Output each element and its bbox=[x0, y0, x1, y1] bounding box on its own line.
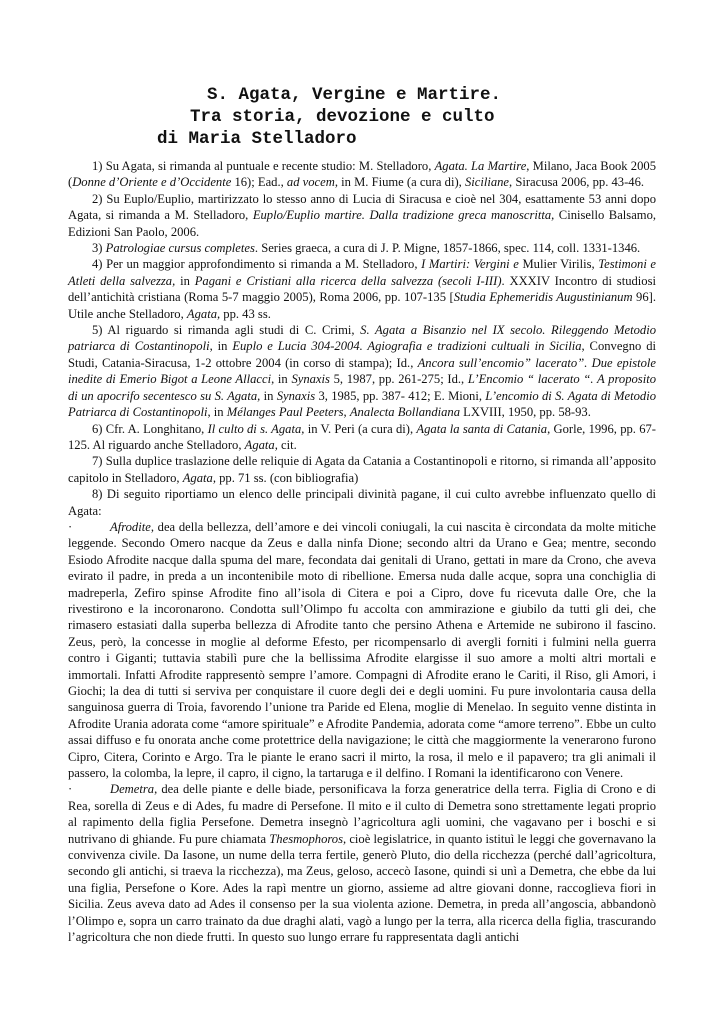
italic-text: Agata, bbox=[244, 437, 278, 452]
text-run: Mulier Virilis bbox=[518, 257, 592, 272]
italic-text: Synaxis bbox=[291, 372, 330, 387]
text-run: , in bbox=[207, 405, 227, 420]
note-5 bbox=[68, 322, 656, 420]
note-8 bbox=[68, 486, 656, 519]
text-run: 5) Al riguardo si rimanda agli studi di C. Crimi, bbox=[92, 323, 361, 338]
text-run: 6) Cfr. A. Longhitano, bbox=[92, 421, 208, 436]
text-run: in V. Peri (a cura di), bbox=[304, 421, 417, 436]
text-run: 8) Di seguito riportiamo un elenco delle principali divinità pagane, il cui culto avrebbe influenzato quello di Agata: bbox=[68, 487, 656, 518]
italic-text: Synaxis bbox=[276, 388, 316, 403]
italic-text: Donne d’Oriente e d’Occidente bbox=[72, 175, 232, 190]
italic-text: Studia Ephemeridis Augustinianum bbox=[453, 290, 633, 305]
italic-text: ad vocem bbox=[286, 175, 335, 190]
entry-demetra-text bbox=[68, 782, 656, 944]
text-run: , in M. Fiume (a cura di), bbox=[334, 175, 465, 190]
entry-afrodite bbox=[68, 519, 656, 782]
italic-text: Patrologiae cursus completes bbox=[105, 241, 255, 256]
text-run: LXVIII, 1950, pp. 58-93. bbox=[460, 405, 591, 420]
italic-text: Agata, bbox=[182, 470, 216, 485]
title-line-1: S. Agata, Vergine e Martire. bbox=[207, 85, 502, 105]
text-run: 1) Su Agata, si rimanda al puntuale e recente studio: M. Stelladoro, bbox=[92, 159, 435, 173]
note-3 bbox=[68, 240, 656, 256]
note-6 bbox=[68, 421, 656, 454]
text-run: in bbox=[175, 273, 195, 288]
italic-text: Demetra bbox=[110, 782, 155, 797]
italic-text: I Martiri: Vergini e bbox=[421, 257, 519, 272]
text-run: , Convegno di Studi, Catania-Siracusa, 1-2 ottobre 2004 (in corso di stampa); Id., bbox=[68, 339, 656, 370]
italic-text: Ancora sull’encomio” lacerato”. Due epistole inedite di Emerio Bigot a Leone Allacci bbox=[68, 355, 657, 387]
note-7 bbox=[68, 453, 656, 486]
text-run: . XXXIV Incontro di studiosi dell’antichità cristiana (Roma 5-7 maggio 2005), Roma 2006, pp. 107-135 [ bbox=[68, 273, 656, 305]
text-run: 3) bbox=[92, 241, 106, 256]
text-run: . Series graeca, a cura di J. P. Migne, 1857-1866, spec. 114, coll. 1331-1346. bbox=[254, 241, 641, 256]
text-run: , bbox=[343, 405, 350, 420]
text-run: , in bbox=[271, 372, 292, 387]
italic-text: Mélanges Paul Peeters bbox=[226, 405, 344, 420]
text-run: 4) Per un maggior approfondimento si rimanda a M. Stelladoro, bbox=[92, 257, 422, 272]
note-4 bbox=[68, 256, 656, 322]
italic-text: S. Agata a Bisanzio nel IX secolo. Rileggendo Metodio patriarca di Costantinopoli bbox=[68, 323, 656, 354]
text-run: 96]. Utile anche Stelladoro, bbox=[68, 290, 656, 321]
italic-text: Agata. La Martire bbox=[434, 159, 527, 173]
text-run: cit. bbox=[277, 437, 297, 452]
title-line-2: Tra storia, devozione e culto bbox=[190, 107, 495, 127]
italic-text: Siciliane bbox=[464, 175, 510, 190]
italic-text: L’encomio di S. Agata di Metodio Patriarca di Costantinopoli bbox=[68, 388, 657, 420]
italic-text: Thesmophoros, bbox=[269, 831, 347, 846]
bullet-marker: · bbox=[68, 782, 73, 797]
entry-demetra bbox=[68, 781, 656, 945]
text-run: 5, 1987, pp. 261-275; Id., bbox=[329, 372, 468, 387]
text-run: 7) Sulla duplice traslazione delle reliquie di Agata da Catania a Costantinopoli e ritorno, si rimanda all’apposito capitolo in Stelladoro, bbox=[68, 454, 656, 485]
text-run: , Gorle, 1996, pp. 67-125. Al riguardo anche Stelladoro, bbox=[68, 421, 656, 452]
italic-text: Agata la santa di Catania bbox=[416, 421, 548, 436]
text-run: Cinisello Balsamo, Edizioni San Paolo, 2006. bbox=[68, 208, 657, 239]
text-run: in bbox=[260, 388, 277, 403]
text-run: , Siracusa 2006, pp. 43-46. bbox=[509, 175, 645, 190]
title-line-3: di Maria Stelladoro bbox=[157, 129, 357, 149]
document-body bbox=[68, 158, 656, 946]
entry-afrodite-text bbox=[68, 520, 656, 780]
italic-text: , Testimoni e Atleti della salvezza, bbox=[68, 257, 657, 288]
text-run: cioè legislatrice, in quanto istituì le leggi che governavano la convivenza civile. Da Iasone, un nume della terra fertile, generò Pluto, dio della ricchezza (perché dall’agricoltura, secondo gli antichi, si traeva la ricchezza), ma Zeus, geloso, accecò Iasone, quindi si unì a Demetra, che ebbe da lui una figlia, Persefone o Kore. Ades la rapì mentre un giorno, assieme ad altre giovani donne, raccoglieva fiori in Sicilia. Zeus aveva dato ad Ades il consenso per la sua violenta azione. Demetra, in preda all’angoscia, abbandonò l’Olimpo e, sopra un carro trainato da due draghi alati, vagò a lungo per la terra, alla ricerca della figlia, trascurando l’agricoltura che non diede frutti. In questo suo lungo errare fu rappresentata dagli antichi bbox=[68, 831, 656, 945]
italic-text: Agata, bbox=[186, 306, 221, 321]
italic-text: Euplo e Lucia 304-2004. Agiografia e tradizioni cultuali in Sicilia bbox=[232, 339, 582, 354]
bullet-marker: · bbox=[68, 519, 73, 534]
document-title bbox=[0, 84, 724, 150]
italic-text: Euplo/Euplio martire. Dalla tradizione greca manoscritta, bbox=[252, 208, 555, 223]
text-run: pp. 43 ss. bbox=[220, 306, 271, 321]
note-1 bbox=[68, 158, 656, 191]
note-2 bbox=[68, 191, 656, 240]
text-run: 2) Su Euplo/Euplio, martirizzato lo stesso anno di Lucia di Siracusa e cioè nel 304, esattamente 53 anni dopo Agata, si rimanda a M. Stelladoro, bbox=[68, 191, 656, 223]
italic-text: Analecta Bollandiana bbox=[349, 405, 461, 420]
text-run: 16); Ead., bbox=[231, 175, 287, 190]
italic-text: L’Encomio “ lacerato “. A proposito di un apocrifo secentesco su S. Agata, bbox=[68, 372, 656, 403]
italic-text: Afrodite bbox=[110, 519, 151, 534]
text-run: pp. 71 ss. (con bibliografia) bbox=[215, 470, 359, 485]
text-run: , dea della bellezza, dell’amore e dei vincoli coniugali, la cui nascita è circondata da molte mitiche leggende. Secondo Omero nacque da Zeus e dalla ninfa Dione; secondo altri da Urano e Gea; mentre, secondo Esiodo Afrodite nacque dalla spuma del mare, fecondata dai genitali di Urano, gettati in mare da Crono, che aveva evirato il padre, in preda a un incontenibile moto di ribellione. Emersa nuda dalle acque, sopra una conchiglia di madreperla, Zefiro spinse Afrodite fino all’isola di Citera e poi a Cipro, dove fu ricevuta dalle Ore, che la rivestirono e la incoronarono. Condotta sull’Olimpo fu accolta con ammirazione e giubilo da tutti gli dei, che rimasero estasiati dalla superba bellezza di Afrodite tanto che persino Athena e Artemide ne subirono il fascino. Zeus, però, la concesse in moglie al deforme Efesto, per ricompensarlo di avergli forniti i fulmini nella guerra contro i Giganti; tuttavia stabilì pure che la bellissima Afrodite elargisse il suo amore a molti altri mortali e immortali. Infatti Afrodite rappresentò sempre l’amore. Compagni di Afrodite erano le Cariti, il Riso, gli Amori, i Giochi; la dea di tutti si serviva per conquistare il cuore degli dei e degli uomini. Fu pure involontaria causa della sanguinosa guerra di Troia, favorendo l’unione tra Paride ed Elena, moglie di Menelao. In seguito venne distinta in Afrodite Urania adorata come “amore spirituale” e Afrodite Pandemia, adorata come “amore terreno”. Ebbe un culto assai diffuso e fu onorata anche come protettrice della navigazione; le città che maggiormente la venerarono furono Cipro, Citera, Corinto e Argo. Tra le piante le erano sacri il mirto, la rosa, il melo e il papavero; tra gli animali il passero, la colomba, la lepre, il capro, il cigno, la tartaruga e il delfino. I Romani la identificarono con Venere. bbox=[68, 519, 656, 781]
text-run: , dea delle piante e delle biade, personificava la forza generatrice della terra. Figlia di Crono e di Rea, sorella di Zeus e di Ades, fu madre di Persefone. Il mito e il culto di Demetra sono strettamente legati proprio al rapimento della figlia Persefone. Demetra insegnò l’agricoltura agli uomini, che vagavano per i boschi e si nutrivano di ghiande. Fu pure chiamata bbox=[68, 782, 656, 846]
text-run: , Milano, Jaca Book 2005 ( bbox=[68, 159, 656, 190]
text-run: , in bbox=[209, 339, 233, 354]
italic-text: Pagani e Cristiani alla ricerca della salvezza (secoli I-III) bbox=[194, 273, 502, 288]
italic-text: Il culto di s. Agata, bbox=[207, 421, 305, 436]
text-run: 3, 1985, pp. 387- 412; E. Mioni, bbox=[315, 388, 486, 403]
